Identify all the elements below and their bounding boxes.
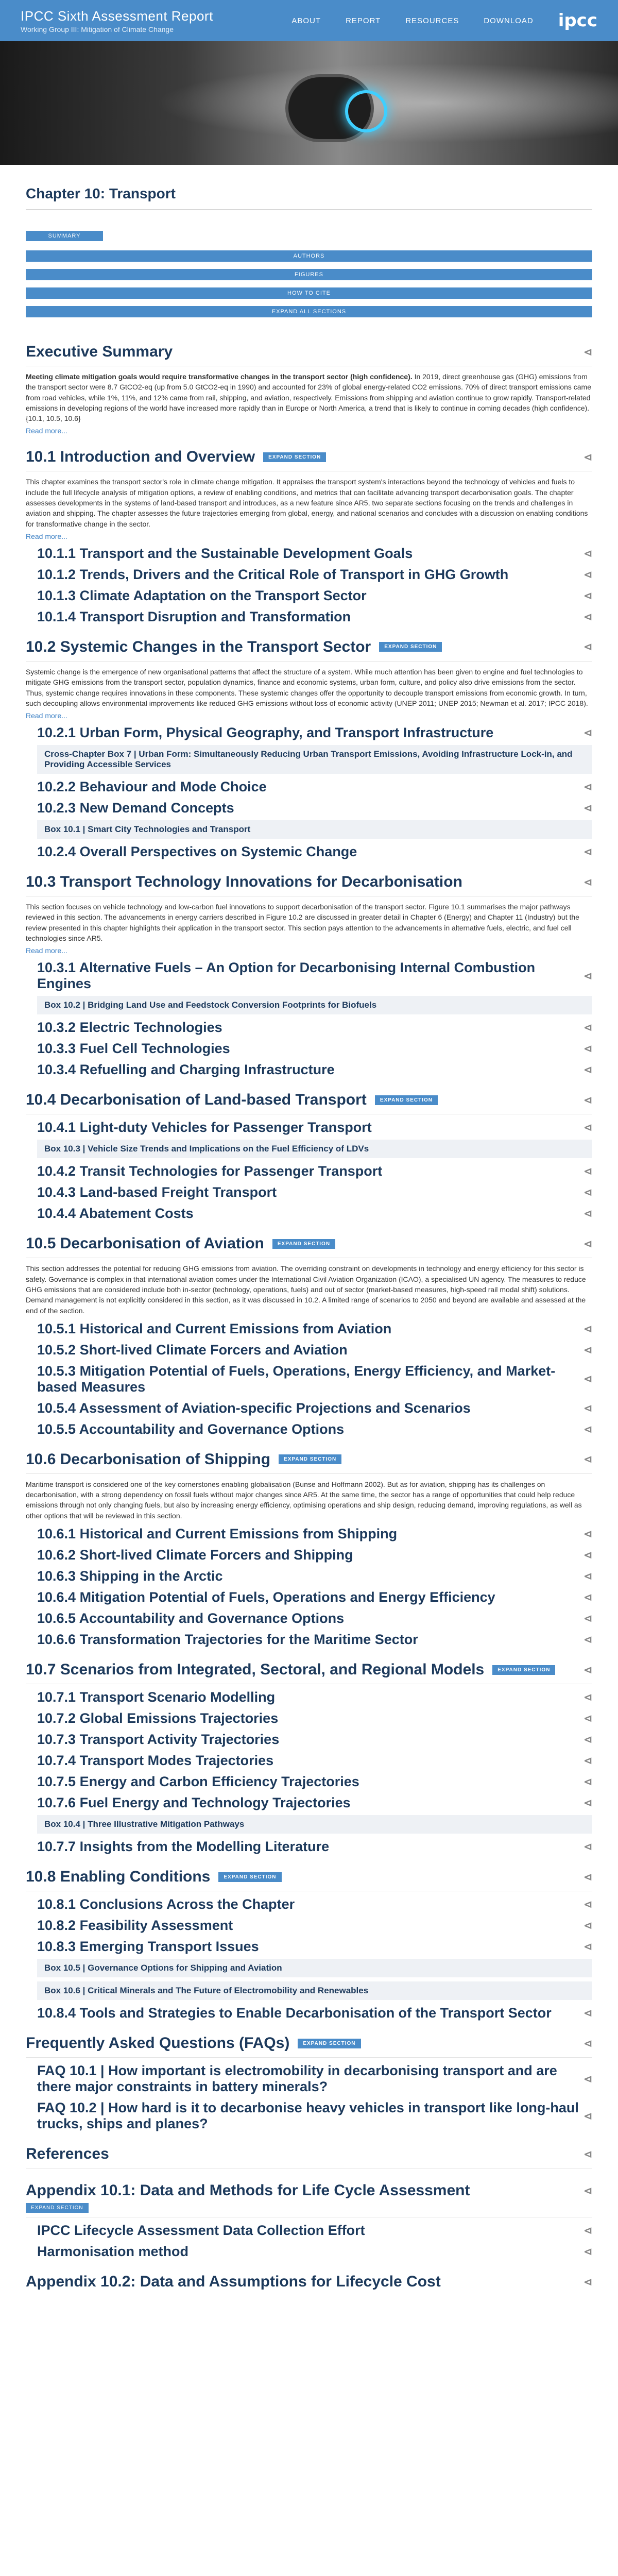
share-icon[interactable]: ⊲ <box>583 846 592 858</box>
subsection-title: 10.5.5 Accountability and Governance Options <box>37 1421 345 1437</box>
appendix-10-2-title: Appendix 10.2: Data and Assumptions for Lifecycle Cost <box>26 2273 441 2291</box>
section-10-3-read-more-link[interactable]: Read more... <box>26 946 67 955</box>
box-10-2[interactable] <box>37 996 592 1014</box>
share-icon[interactable]: ⊲ <box>583 611 592 623</box>
subsection-title: Harmonisation method <box>37 2244 189 2260</box>
subsection-title: 10.7.2 Global Emissions Trajectories <box>37 1710 279 1726</box>
divider <box>26 1473 592 1474</box>
subsection-title: 10.2.4 Overall Perspectives on Systemic Change <box>37 844 357 860</box>
share-icon[interactable]: ⊲ <box>583 970 592 982</box>
share-icon[interactable]: ⊲ <box>583 1402 592 1414</box>
nav-resources[interactable]: RESOURCES <box>405 16 459 25</box>
subsection-title: 10.3.3 Fuel Cell Technologies <box>37 1041 230 1057</box>
subsection-title: 10.4.4 Abatement Costs <box>37 1206 194 1222</box>
subsection-10-5-1[interactable] <box>37 1321 592 1337</box>
subsection-10-3-2[interactable] <box>37 1020 592 1036</box>
authors-button[interactable]: AUTHORS <box>26 250 592 262</box>
box-title: Box 10.4 | Three Illustrative Mitigation Pathways <box>44 1819 245 1829</box>
appendix-10-1-heading[interactable] <box>26 2182 592 2199</box>
charging-port-glow <box>345 90 387 132</box>
expand-section-button[interactable]: EXPAND SECTION <box>272 1239 335 1249</box>
share-icon[interactable]: ⊲ <box>583 548 592 560</box>
section-10-7-title: 10.7 Scenarios from Integrated, Sectoral, and Regional Models <box>26 1661 485 1679</box>
expand-section-button[interactable]: EXPAND SECTION <box>218 1872 281 1882</box>
subsection-10-5-3[interactable] <box>37 1363 592 1395</box>
subsection-title: 10.5.4 Assessment of Aviation-specific Projections and Scenarios <box>37 1400 471 1416</box>
subsection-title: 10.6.1 Historical and Current Emissions from Shipping <box>37 1526 398 1542</box>
share-icon[interactable]: ⊲ <box>583 1941 592 1953</box>
faq-10-2[interactable] <box>37 2100 592 2132</box>
subsection-10-4-2[interactable] <box>37 1163 592 1179</box>
subsection-title: 10.8.2 Feasibility Assessment <box>37 1918 233 1934</box>
share-icon[interactable]: ⊲ <box>583 569 592 581</box>
ipcc-logo[interactable]: ipcc <box>558 10 597 31</box>
expand-section-button[interactable]: EXPAND SECTION <box>263 452 326 462</box>
subsection-10-8-2[interactable] <box>37 1918 592 1934</box>
share-icon[interactable]: ⊲ <box>583 1571 592 1583</box>
share-icon[interactable]: ⊲ <box>583 641 592 653</box>
subsection-10-6-4[interactable] <box>37 1589 592 1605</box>
section-10-8-title: 10.8 Enabling Conditions <box>26 1868 211 1886</box>
subsection-10-3-4[interactable] <box>37 1062 592 1078</box>
subsection-title: 10.6.4 Mitigation Potential of Fuels, Operations and Energy Efficiency <box>37 1589 495 1605</box>
subsection-10-8-1[interactable] <box>37 1896 592 1912</box>
section-10-4-title: 10.4 Decarbonisation of Land-based Transport <box>26 1091 367 1109</box>
subsection-10-7-2[interactable] <box>37 1710 592 1726</box>
subsection-10-6-3[interactable] <box>37 1568 592 1584</box>
share-icon[interactable]: ⊲ <box>583 1344 592 1356</box>
site-title[interactable]: IPCC Sixth Assessment Report <box>21 8 213 24</box>
subsection-title: 10.2.3 New Demand Concepts <box>37 800 234 816</box>
appendix-10-2-heading[interactable] <box>26 2273 592 2291</box>
share-icon[interactable]: ⊲ <box>583 1122 592 1134</box>
share-icon[interactable]: ⊲ <box>583 1841 592 1853</box>
subsection-10-5-2[interactable] <box>37 1342 592 1358</box>
subsection-10-3-3[interactable] <box>37 1041 592 1057</box>
site-header <box>0 0 618 41</box>
subsection-10-2-2[interactable] <box>37 779 592 795</box>
subsection-10-8-3[interactable] <box>37 1939 592 1955</box>
subsection-title: 10.1.4 Transport Disruption and Transformation <box>37 608 351 624</box>
share-icon[interactable]: ⊲ <box>583 803 592 815</box>
exec-summary-lead: Meeting climate mitigation goals would require transformative changes in the transport sector (high confidence). <box>26 372 413 381</box>
hero-image <box>0 41 618 165</box>
share-icon[interactable]: ⊲ <box>583 1374 592 1385</box>
section-10-7-heading[interactable] <box>26 1661 592 1679</box>
share-icon[interactable]: ⊲ <box>583 1776 592 1788</box>
section-10-2-read-more-link[interactable]: Read more... <box>26 711 67 720</box>
cross-chapter-box-7[interactable] <box>37 745 592 774</box>
subsection-10-8-4[interactable] <box>37 2005 592 2021</box>
subsection-title: 10.6.5 Accountability and Governance Options <box>37 1611 345 1626</box>
subsection-10-5-5[interactable] <box>37 1421 592 1437</box>
section-10-1-read-more-link[interactable]: Read more... <box>26 532 67 540</box>
box-10-4[interactable] <box>37 1815 592 1834</box>
share-icon[interactable]: ⊲ <box>583 1899 592 1911</box>
box-title: Box 10.3 | Vehicle Size Trends and Implications on the Fuel Efficiency of LDVs <box>44 1144 369 1154</box>
subsection-10-5-4[interactable] <box>37 1400 592 1416</box>
subsection-10-6-6[interactable] <box>37 1632 592 1648</box>
share-icon[interactable]: ⊲ <box>583 1094 592 1106</box>
subsection-10-6-2[interactable] <box>37 1547 592 1563</box>
box-title: Box 10.5 | Governance Options for Shipping and Aviation <box>44 1963 282 1973</box>
subsection-title: 10.6.2 Short-lived Climate Forcers and Shipping <box>37 1547 353 1563</box>
section-10-1-text: This chapter examines the transport sector's role in climate change mitigation. It appraises the transport system's interactions beyond the technology of vehicles and fuels to include the full lifecycle analysis of mitigation options, a review of enabling conditions, and metrics that can facilitate advancing transport decarbonisation goals. The chapter assesses developments in the systems of land-based transport and introduces, as a new feature since AR5, two separate sections focusing on the trends and challenges in aviation and shipping. The chapter assesses the future trajectories emerging from global, energy, and national scenarios and concludes with a discussion on enabling conditions for transformative change in the sector. <box>26 478 588 528</box>
share-icon[interactable]: ⊲ <box>583 1529 592 1540</box>
subsection-title: 10.6.3 Shipping in the Arctic <box>37 1568 223 1584</box>
subsection-title: 10.3.4 Refuelling and Charging Infrastructure <box>37 1062 335 1078</box>
share-icon[interactable]: ⊲ <box>583 1664 592 1676</box>
box-10-3[interactable] <box>37 1140 592 1158</box>
share-icon[interactable]: ⊲ <box>583 1755 592 1767</box>
box-title: Box 10.1 | Smart City Technologies and Transport <box>44 824 251 835</box>
share-icon[interactable]: ⊲ <box>583 1592 592 1604</box>
main-nav <box>291 10 597 31</box>
share-icon[interactable]: ⊲ <box>583 2148 592 2160</box>
subsection-title: 10.5.2 Short-lived Climate Forcers and Aviation <box>37 1342 348 1358</box>
share-icon[interactable]: ⊲ <box>583 2110 592 2122</box>
share-icon[interactable]: ⊲ <box>583 782 592 793</box>
site-subtitle: Working Group III: Mitigation of Climate Change <box>21 25 174 33</box>
subsection-title: 10.7.4 Transport Modes Trajectories <box>37 1753 274 1769</box>
exec-summary-heading <box>26 343 592 361</box>
subsection-title: 10.8.4 Tools and Strategies to Enable Decarbonisation of the Transport Sector <box>37 2005 552 2021</box>
subsection-10-7-3[interactable] <box>37 1732 592 1748</box>
share-icon[interactable]: ⊲ <box>583 1454 592 1466</box>
exec-summary-body: In 2019, direct greenhouse gas (GHG) emissions from the transport sector were 8.7 GtCO2-eq (up from 5.0 GtCO2-eq in 1990) and accounted for 23% of global energy-related CO2 emissions. 70% of direct transport emissions came from road vehicles, while 1%, 11%, and 12% came from rail, shipping, and aviation, respectively. Emissions from shipping and aviation continue to grow rapidly. Transport-related emissions in developing regions of the world have increased more rapidly than in Europe or North America, a trend that is likely to continue in coming decades (high confidence). {10.1, 10.5, 10.6} <box>26 372 591 423</box>
share-icon[interactable]: ⊲ <box>583 1064 592 1076</box>
subsection-title: 10.1.3 Climate Adaptation on the Transport Sector <box>37 587 367 603</box>
expand-all-button[interactable]: EXPAND ALL SECTIONS <box>26 306 592 317</box>
subsection-title: 10.1.1 Transport and the Sustainable Development Goals <box>37 545 413 561</box>
share-icon[interactable]: ⊲ <box>583 2276 592 2288</box>
section-10-6-title: 10.6 Decarbonisation of Shipping <box>26 1450 271 1468</box>
subsection-title: 10.7.1 Transport Scenario Modelling <box>37 1689 276 1705</box>
subsection-10-7-4[interactable] <box>37 1753 592 1769</box>
chapter-title: Chapter 10: Transport <box>26 185 176 201</box>
share-icon[interactable]: ⊲ <box>583 1692 592 1704</box>
share-icon[interactable]: ⊲ <box>583 727 592 739</box>
subsection-10-4-4[interactable] <box>37 1206 592 1222</box>
share-icon[interactable]: ⊲ <box>583 1734 592 1746</box>
share-icon[interactable]: ⊲ <box>583 1022 592 1034</box>
faq-title: Frequently Asked Questions (FAQs) <box>26 2035 290 2052</box>
divider <box>26 2057 592 2058</box>
share-icon[interactable]: ⊲ <box>583 1871 592 1883</box>
exec-summary-text <box>26 371 592 423</box>
subsection-10-4-3[interactable] <box>37 1184 592 1200</box>
expand-section-button[interactable]: EXPAND SECTION <box>379 642 442 652</box>
subsection-10-2-4[interactable] <box>37 844 592 860</box>
subsection-title: 10.3.1 Alternative Fuels – An Option for Decarbonising Internal Combustion Engines <box>37 960 536 992</box>
appendix-10-1-title: Appendix 10.1: Data and Methods for Life Cycle Assessment <box>26 2182 470 2199</box>
box-10-6[interactable] <box>37 1981 592 2000</box>
appendix-10-1-sub-1[interactable] <box>37 2223 592 2239</box>
section-10-4-heading[interactable] <box>26 1091 592 1109</box>
summary-button[interactable]: SUMMARY <box>26 231 103 241</box>
share-icon[interactable]: ⊲ <box>583 2038 592 2049</box>
share-icon[interactable]: ⊲ <box>583 1550 592 1562</box>
subsection-title: 10.4.3 Land-based Freight Transport <box>37 1184 277 1200</box>
subsection-title: IPCC Lifecycle Assessment Data Collection Effort <box>37 2223 365 2239</box>
section-10-2-text: Systemic change is the emergence of new organisational patterns that affect the structure of a system. While much attention has been given to engine and fuel technologies to mitigate GHG emissions from the transport sector, population dynamics, finance and economic systems, urban form, culture, and policy also drive emissions from the sector. Thus, systemic change requires innovations in these components. These systemic changes offer the opportunity to decouple transport emissions from economic growth. In turn, such decoupling allows environmental improvements like reduced GHG emissions without loss of economic activity (UNEP 2011; UNEP 2015; Newman et al. 2017; IPCC 2018). <box>26 667 588 707</box>
faq-question: FAQ 10.2 | How hard is it to decarbonise heavy vehicles in transport like long-haul trucks, ships and planes? <box>37 2100 579 2132</box>
box-title: Box 10.2 | Bridging Land Use and Feedstock Conversion Footprints for Biofuels <box>44 1000 377 1010</box>
share-icon[interactable]: ⊲ <box>583 2185 592 2197</box>
expand-section-button[interactable]: EXPAND SECTION <box>26 2203 89 2213</box>
faq-heading[interactable] <box>26 2035 592 2052</box>
box-10-1[interactable] <box>37 820 592 839</box>
share-icon[interactable]: ⊲ <box>583 2008 592 2020</box>
references-title: References <box>26 2145 109 2163</box>
section-10-6-heading[interactable] <box>26 1451 592 1468</box>
section-10-5-title: 10.5 Decarbonisation of Aviation <box>26 1235 264 1252</box>
subsection-10-4-1[interactable] <box>37 1120 592 1136</box>
section-10-1-heading[interactable] <box>26 448 592 466</box>
subsection-title: 10.7.7 Insights from the Modelling Literature <box>37 1839 330 1855</box>
expand-section-button[interactable]: EXPAND SECTION <box>375 1095 438 1105</box>
subsection-title: 10.8.1 Conclusions Across the Chapter <box>37 1896 295 1912</box>
subsection-title: 10.5.3 Mitigation Potential of Fuels, Operations, Energy Efficiency, and Market-based Measures <box>37 1363 556 1395</box>
box-10-5[interactable] <box>37 1959 592 1977</box>
exec-summary-title: Executive Summary <box>26 343 173 360</box>
subsection-10-1-2[interactable] <box>37 567 592 583</box>
subsection-10-7-6[interactable] <box>37 1795 592 1811</box>
subsection-title: 10.5.1 Historical and Current Emissions from Aviation <box>37 1320 392 1336</box>
share-icon[interactable]: ⊲ <box>583 1166 592 1178</box>
subsection-title: 10.8.3 Emerging Transport Issues <box>37 1939 259 1955</box>
share-icon[interactable]: ⊲ <box>583 1208 592 1220</box>
section-10-2-title: 10.2 Systemic Changes in the Transport Sector <box>26 638 371 655</box>
subsection-title: 10.2.2 Behaviour and Mode Choice <box>37 779 267 795</box>
section-10-5-heading[interactable] <box>26 1235 592 1252</box>
nav-about[interactable]: ABOUT <box>291 16 321 25</box>
subsection-title: 10.2.1 Urban Form, Physical Geography, and Transport Infrastructure <box>37 725 494 741</box>
subsection-title: 10.7.6 Fuel Energy and Technology Trajectories <box>37 1795 351 1811</box>
how-to-cite-button[interactable]: HOW TO CITE <box>26 287 592 299</box>
section-10-3-text: This section focuses on vehicle technology and low-carbon fuel innovations to support decarbonisation of the transport sector. Figure 10.1 summarises the major pathways reviewed in this section. The advancements in energy carriers described in Figure 10.2 are discussed in greater detail in Chapter 6 (Energy) and Chapter 11 (Industry) but the review presented in this chapter highlights their application in the transport sector. This section pays attention to the advancements in alternative fuels, electric, and fuel cell technologies since AR5. <box>26 903 579 943</box>
share-icon[interactable]: ⊲ <box>583 1043 592 1055</box>
brand[interactable] <box>21 8 213 33</box>
subsection-10-3-1[interactable] <box>37 960 592 992</box>
subsection-title: 10.7.5 Energy and Carbon Efficiency Trajectories <box>37 1774 359 1790</box>
share-icon[interactable]: ⊲ <box>583 451 592 463</box>
subsection-title: 10.4.1 Light-duty Vehicles for Passenger Transport <box>37 1120 372 1136</box>
share-icon[interactable]: ⊲ <box>583 1613 592 1625</box>
share-icon[interactable]: ⊲ <box>583 1920 592 1932</box>
share-icon[interactable]: ⊲ <box>583 2225 592 2237</box>
subsection-title: 10.1.2 Trends, Drivers and the Critical Role of Transport in GHG Growth <box>37 566 509 582</box>
box-title: Cross-Chapter Box 7 | Urban Form: Simultaneously Reducing Urban Transport Emissions, Avoiding Infrastructure Lock-in, and Providing Accessible Services <box>44 749 573 770</box>
exec-read-more-link[interactable]: Read more... <box>26 427 67 435</box>
share-icon[interactable]: ⊲ <box>583 1713 592 1725</box>
subsection-10-2-1[interactable] <box>37 725 592 741</box>
box-title: Box 10.6 | Critical Minerals and The Future of Electromobility and Renewables <box>44 1986 369 1996</box>
subsection-10-2-3[interactable] <box>37 800 592 816</box>
section-10-5-text: This section addresses the potential for reducing GHG emissions from aviation. The overriding constraint on developments in technology and energy efficiency for this sector is safety. Governance is complex in that international aviation comes under the International Civil Aviation Organization (ICAO), a specialised UN agency. The measures to reduce GHG emissions that are considered include both in-sector (technology, operations, fuels) and out of sector (market-based measures, high-speed rail modal shift) solutions. Demand management is not explicitly considered in this section, as it was discussed in 10.2. A limited range of scenarios to 2050 and beyond are available and assessed at the end of the section. <box>26 1264 586 1315</box>
share-icon[interactable]: ⊲ <box>583 1423 592 1435</box>
subsection-10-1-4[interactable] <box>37 609 592 625</box>
faq-question: FAQ 10.1 | How important is electromobility in decarbonising transport and are there major constraints in battery minerals? <box>37 2063 557 2095</box>
expand-section-button[interactable]: EXPAND SECTION <box>279 1454 341 1464</box>
share-icon[interactable]: ⊲ <box>583 346 592 358</box>
nav-download[interactable]: DOWNLOAD <box>484 16 534 25</box>
share-icon[interactable]: ⊲ <box>583 1634 592 1646</box>
subsection-title: 10.4.2 Transit Technologies for Passenger Transport <box>37 1163 383 1179</box>
subsection-10-1-1[interactable] <box>37 546 592 562</box>
faq-10-1[interactable] <box>37 2063 592 2095</box>
divider <box>26 661 592 662</box>
section-10-8-heading[interactable] <box>26 1868 592 1886</box>
share-icon[interactable]: ⊲ <box>583 590 592 602</box>
section-10-1-title: 10.1 Introduction and Overview <box>26 448 255 466</box>
nav-report[interactable]: REPORT <box>346 16 381 25</box>
section-10-2-heading[interactable] <box>26 638 592 656</box>
expand-section-button[interactable]: EXPAND SECTION <box>298 2039 360 2048</box>
chapter-content <box>0 185 618 2291</box>
section-10-6-text: Maritime transport is considered one of the key cornerstones enabling globalisation (Bunse and Hoffmann 2002). But as for aviation, shipping has its challenges on decarbonisation, with a strong dependency on fossil fuels without major changes since AR5. At the same time, the sector has a range of opportunities that could help reduce emissions through not only changing fuels, but also by increasing energy efficiency, optimising operations and ship design, reducing demand, improving regulations, as well as other options that will be reviewed in this section. <box>26 1480 582 1520</box>
appendix-10-1-sub-2[interactable] <box>37 2244 592 2260</box>
subsection-title: 10.7.3 Transport Activity Trajectories <box>37 1732 280 1748</box>
subsection-title: 10.3.2 Electric Technologies <box>37 1020 222 1036</box>
share-icon[interactable]: ⊲ <box>583 876 592 888</box>
subsection-10-7-5[interactable] <box>37 1774 592 1790</box>
figures-button[interactable]: FIGURES <box>26 269 592 280</box>
subsection-title: 10.6.6 Transformation Trajectories for the Maritime Sector <box>37 1632 418 1648</box>
share-icon[interactable]: ⊲ <box>583 2246 592 2258</box>
share-icon[interactable]: ⊲ <box>583 1187 592 1199</box>
subsection-10-6-5[interactable] <box>37 1611 592 1626</box>
share-icon[interactable]: ⊲ <box>583 1798 592 1809</box>
share-icon[interactable]: ⊲ <box>583 1323 592 1335</box>
references-heading[interactable] <box>26 2145 592 2163</box>
section-10-3-heading[interactable] <box>26 873 592 891</box>
expand-section-button[interactable]: EXPAND SECTION <box>492 1665 555 1675</box>
subsection-10-7-7[interactable] <box>37 1839 592 1855</box>
title-divider <box>26 209 592 210</box>
subsection-10-6-1[interactable] <box>37 1526 592 1542</box>
subsection-10-1-3[interactable] <box>37 588 592 604</box>
subsection-10-7-1[interactable] <box>37 1689 592 1705</box>
section-10-3-title: 10.3 Transport Technology Innovations for Decarbonisation <box>26 873 462 891</box>
share-icon[interactable]: ⊲ <box>583 1238 592 1250</box>
share-icon[interactable]: ⊲ <box>583 2073 592 2085</box>
